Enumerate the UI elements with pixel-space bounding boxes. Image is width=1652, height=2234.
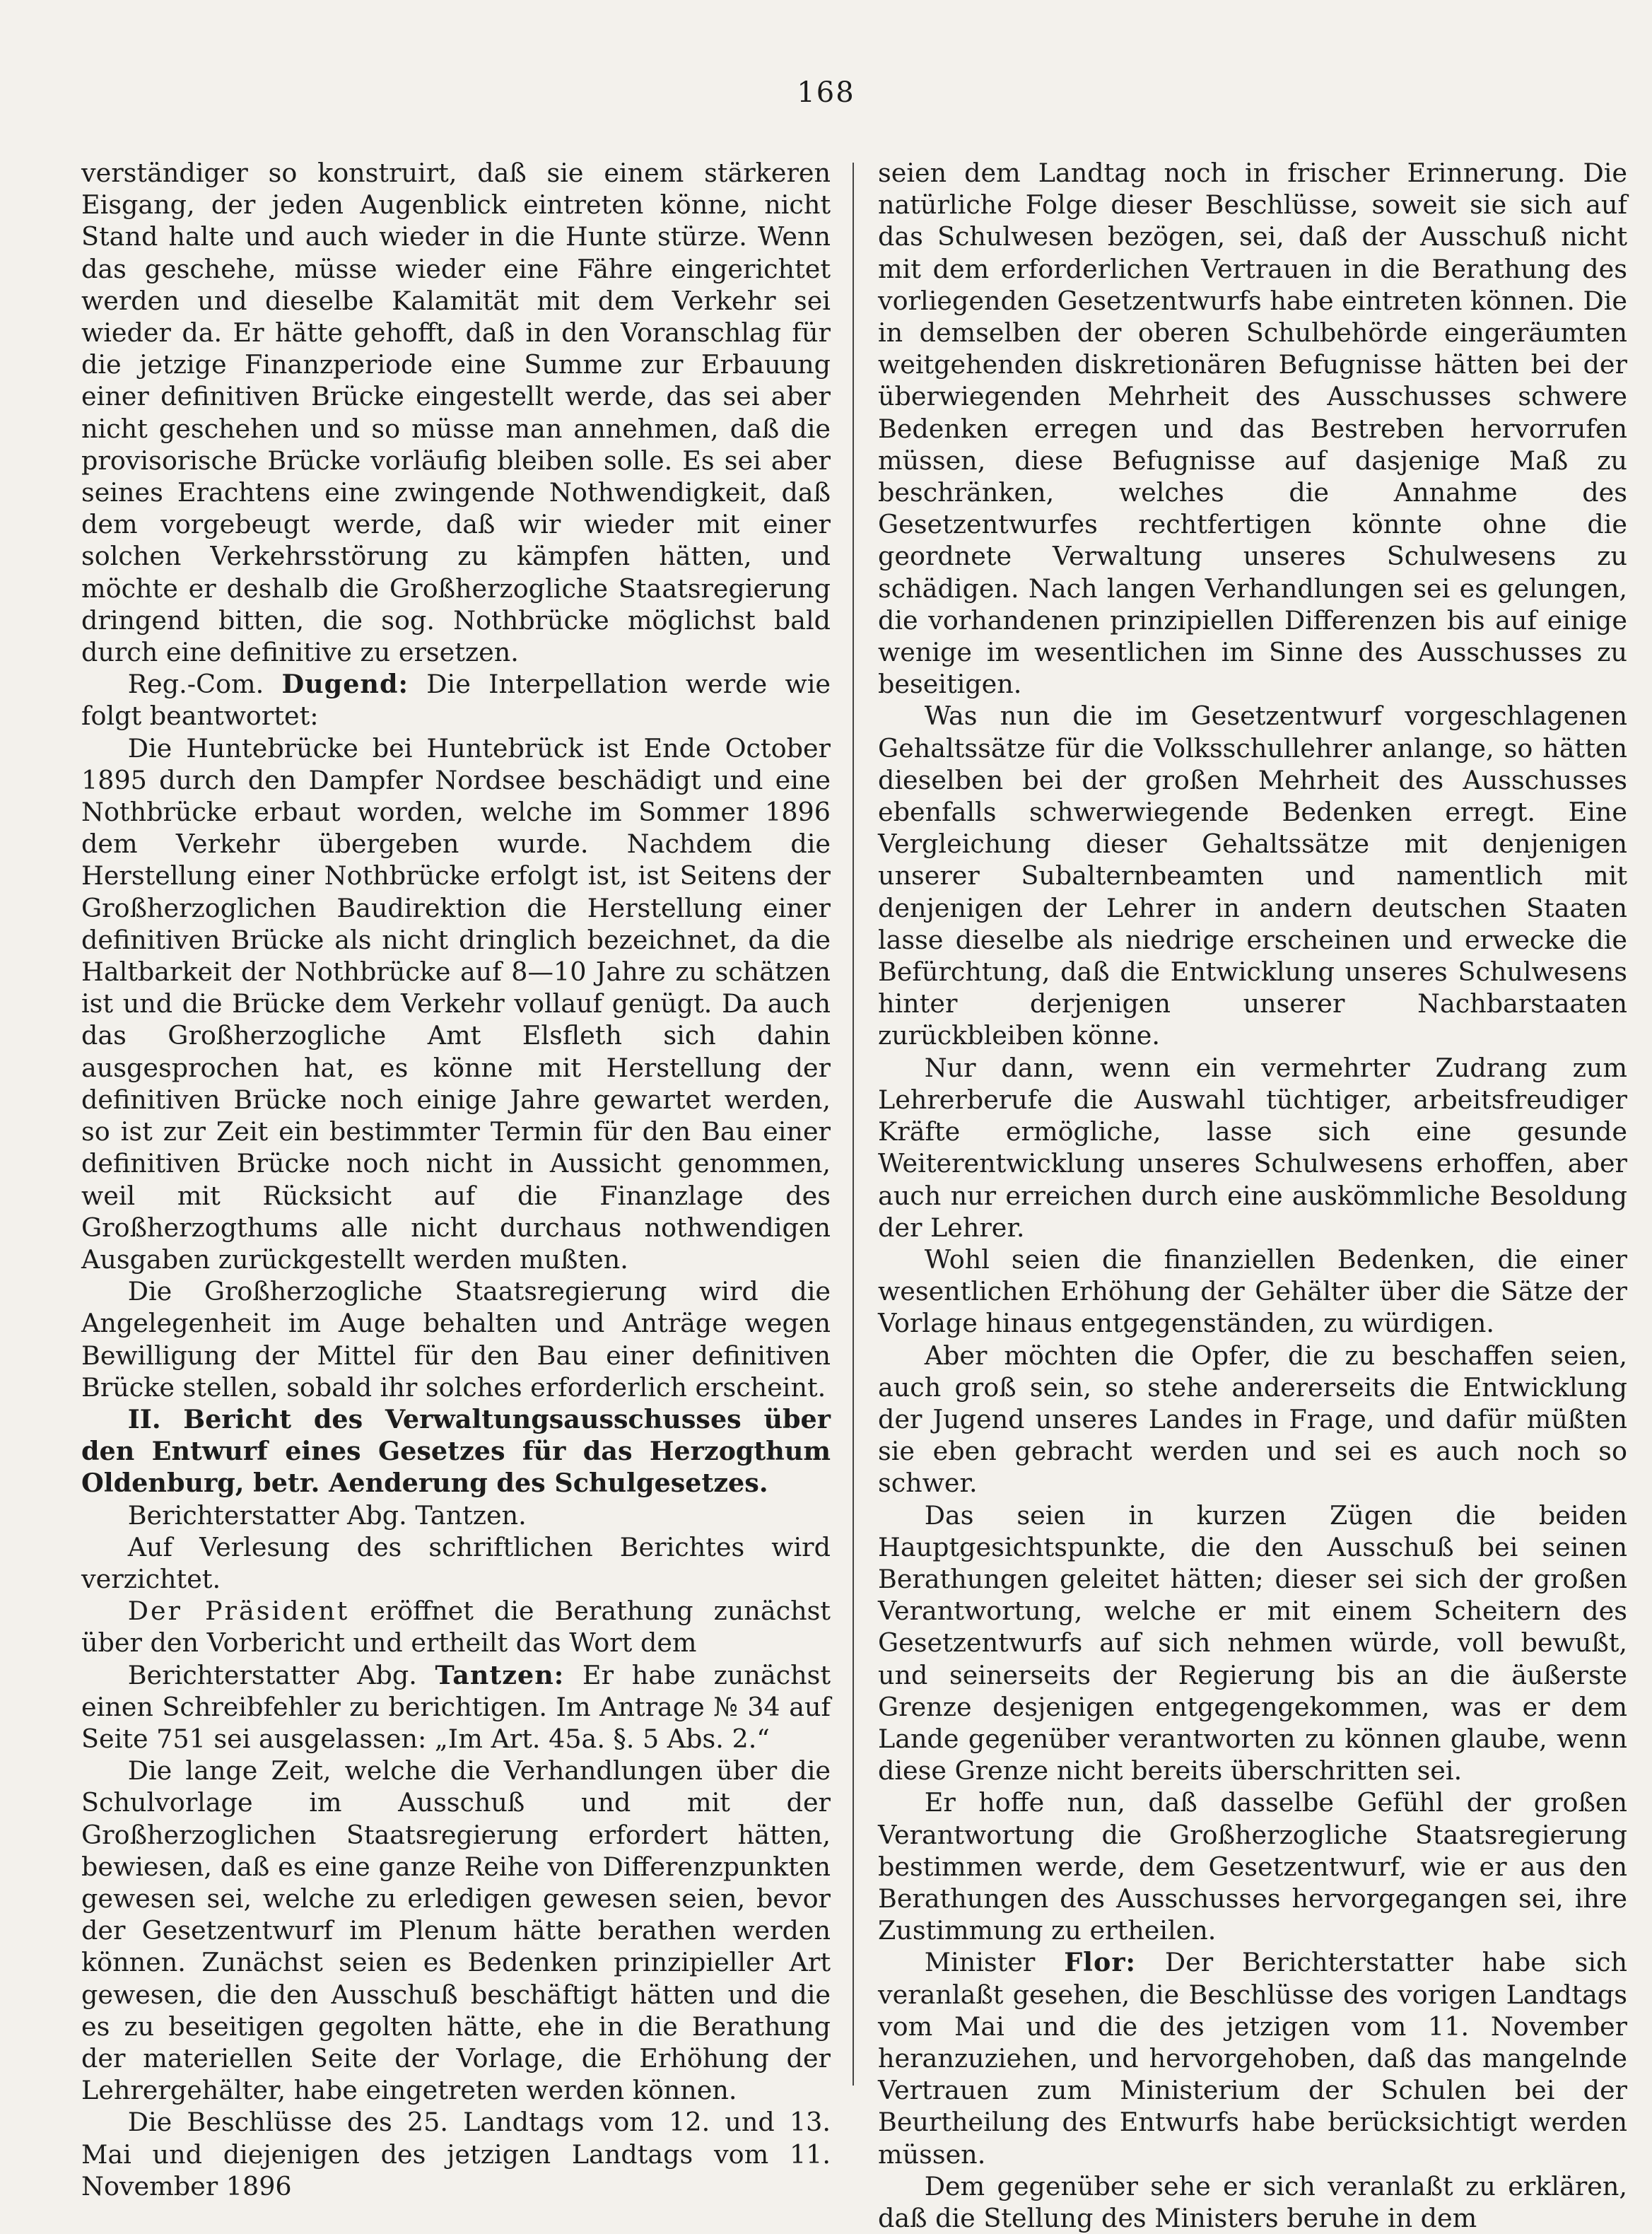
paragraph: Was nun die im Gesetzentwurf vorgeschlagenen Gehaltssätze für die Volksschullehrer anlange, so hätten dieselben bei der großen Mehrheit des Ausschusses ebenfalls schwerwiegende Bedenken erregt. Eine Vergleichung dieser Gehaltssätze mit denjenigen unserer Subalternbeamten und namentlich mit denjenigen der Lehrer in andern deutschen Staaten lasse dieselbe als niedrige erscheinen und erwecke die Befürchtung, daß die Entwicklung unseres Schulwesens hinter derjenigen unserer Nachbarstaaten zurückbleiben könne.: [878, 701, 1627, 1051]
paragraph: Die Beschlüsse des 25. Landtags vom 12. und 13. Mai und diejenigen des jetzigen Landtags vom 11. November 1896: [81, 2107, 831, 2201]
page-number: 168: [797, 76, 855, 109]
paragraph: seien dem Landtag noch in frischer Erinnerung. Die natürliche Folge dieser Beschlüsse, soweit sie sich auf das Schulwesen bezögen, sei, daß der Ausschuß nicht mit dem erforderlichen Vertrauen in die Berathung des vorliegenden Gesetzentwurfs habe eintreten können. Die in demselben der oberen Schulbehörde eingeräumten weitgehenden diskretionären Befugnisse hätten bei der überwiegenden Mehrheit des Ausschusses schwere Bedenken erregen und das Bestreben hervorrufen müssen, diese Befugnisse auf dasjenige Maß zu beschränken, welches die Annahme des Gesetzentwurfes rechtfertigen könnte ohne die geordnete Verwaltung unseres Schulwesens zu schädigen. Nach langen Verhandlungen sei es gelungen, die vorhandenen prinzipiellen Differenzen bis auf einige wenige im wesentlichen im Sinne des Ausschusses zu beseitigen.: [878, 158, 1628, 700]
paragraph: [81, 1595, 831, 1659]
paragraph: Die Großherzogliche Staatsregierung wird die Angelegenheit im Auge behalten und Anträge wegen Bewilligung der Mittel für den Bau einer definitiven Brücke stellen, sobald ihr solches erforderlich erscheint.: [81, 1276, 831, 1403]
paragraph: Wohl seien die finanziellen Bedenken, die einer wesentlichen Erhöhung der Gehälter über die Sätze der Vorlage hinaus entgegenständen, zu würdigen.: [878, 1244, 1627, 1339]
paragraph: Die lange Zeit, welche die Verhandlungen über die Schulvorlage im Ausschuß und mit der Großherzoglichen Staatsregierung erfordert hätten, bewiesen, daß es eine ganze Reihe von Differenzpunkten gewesen sei, welche zu erledigen gewesen seien, bevor der Gesetzentwurf im Plenum hätte berathen werden können. Zunächst seien es Bedenken prinzipieller Art gewesen, die den Ausschuß beschäftigt hätten und die es zu beseitigen gegolten hätte, ehe in die Berathung der materiellen Seite der Vorlage, die Erhöhung der Lehrergehälter, habe eingetreten werden können.: [81, 1755, 831, 2106]
paragraph: Nur dann, wenn ein vermehrter Zudrang zum Lehrerberufe die Auswahl tüchtiger, arbeitsfreudiger Kräfte ermögliche, lasse sich eine gesunde Weiterentwicklung unseres Schulwesens erhoffen, aber auch nur erreichen durch eine auskömmliche Besoldung der Lehrer.: [878, 1052, 1627, 1243]
paragraph: Auf Verlesung des schriftlichen Berichtes wird verzichtet.: [81, 1531, 831, 1594]
paragraph: [878, 1946, 1627, 2170]
speaker-name: Tantzen:: [435, 1659, 565, 1690]
paragraph: [81, 1659, 831, 1755]
paragraph: Das seien in kurzen Zügen die beiden Hauptgesichtspunkte, die den Ausschuß bei seinen Berathungen geleitet hätten; dieser sei sich der großen Verantwortung, welche er mit einem Scheitern des Gesetzentwurfs auf sich nehmen würde, voll bewußt, und seinerseits der Regierung bis an die äußerste Grenze desjenigen entgegengekommen, was er dem Lande gegenüber verantworten zu können glaube, wenn diese Grenze nicht bereits überschritten sei.: [878, 1499, 1627, 1786]
paragraph: Er hoffe nun, daß dasselbe Gefühl der großen Verantwortung die Großherzogliche Staatsregierung bestimmen werde, dem Gesetzentwurf, wie er aus den Berathungen des Ausschusses hervorgegangen sei, ihre Zustimmung zu ertheilen.: [878, 1787, 1627, 1946]
section-heading: II. Bericht des Verwaltungsausschusses über den Entwurf eines Gesetzes für das Herzogthum Oldenburg, betr. Aenderung des Schulgesetzes.: [81, 1403, 831, 1499]
speaker-prefix: Reg.-Com.: [127, 669, 264, 700]
speaker-name: Flor:: [1064, 1947, 1137, 1978]
speaker-text: Die Interpellation werde wie folgt beantwortet:: [81, 669, 831, 732]
right-column: [878, 157, 1627, 2234]
column-divider: [853, 163, 854, 2086]
paragraph: Die Huntebrücke bei Huntebrück ist Ende October 1895 durch den Dampfer Nordsee beschädigt und eine Nothbrücke erbaut worden, welche im Sommer 1896 dem Verkehr übergeben wurde. Nachdem die Herstellung einer Nothbrücke erfolgt ist, ist Seitens der Großherzoglichen Baudirektion die Herstellung einer definitiven Brücke als nicht dringlich bezeichnet, da die Haltbarkeit der Nothbrücke auf 8—10 Jahre zu schätzen ist und die Brücke dem Verkehr vollauf genügt. Da auch das Großherzogliche Amt Elsfleth sich dahin ausgesprochen hat, es könne mit Herstellung der definitiven Brücke noch einige Jahre gewartet werden, so ist zur Zeit ein bestimmter Termin für den Bau einer definitiven Brücke noch nicht in Aussicht genommen, weil mit Rücksicht auf die Finanzlage des Großherzogthums alle nicht durchaus nothwendigen Ausgaben zurückgestellt werden mußten.: [81, 732, 831, 1275]
paragraph: [81, 668, 831, 732]
speaker-text: Er habe zunächst einen Schreibfehler zu berichtigen. Im Antrage № 34 auf Seite 751 sei ausgelassen: „Im Art. 45a. §. 5 Abs. 2.“: [81, 1659, 831, 1754]
speaker-name: Der Präsident: [127, 1596, 350, 1627]
speaker-prefix: Berichterstatter Abg.: [127, 1659, 417, 1690]
paragraph: Dem gegenüber sehe er sich veranlaßt zu erklären, daß die Stellung des Ministers beruhe in dem: [878, 2170, 1627, 2233]
speaker-name: Dugend:: [281, 669, 409, 700]
speaker-text: Der Berichterstatter habe sich veranlaßt gesehen, die Beschlüsse des vorigen Landtags vom Mai und die des jetzigen vom 11. November heranzuziehen, und hervorgehoben, daß das mangelnde Vertrauen zum Ministerium der Schulen bei der Beurtheilung des Entwurfs habe berücksichtigt werden müssen.: [878, 1947, 1627, 2170]
paragraph: verständiger so konstruirt, daß sie einem stärkeren Eisgang, der jeden Augenblick eintreten könne, nicht Stand halte und auch wieder in die Hunte stürze. Wenn das geschehe, müsse wieder eine Fähre eingerichtet werden und dieselbe Kalamität mit dem Verkehr sei wieder da. Er hätte gehofft, daß in den Voranschlag für die jetzige Finanzperiode eine Summe zur Erbauung einer definitiven Brücke eingestellt werde, das sei aber nicht geschehen und so müsse man annehmen, daß die provisorische Brücke vorläufig bleiben solle. Es sei aber seines Erachtens eine zwingende Nothwendigkeit, daß dem vorgebeugt werde, daß wir wieder mit einer solchen Verkehrsstörung zu kämpfen hätten, und möchte er deshalb die Großherzogliche Staatsregierung dringend bitten, die sog. Nothbrücke möglichst bald durch eine definitive zu ersetzen.: [81, 158, 831, 668]
speaker-text: eröffnet die Berathung zunächst über den Vorbericht und ertheilt das Wort dem: [81, 1596, 831, 1659]
paragraph: Aber möchten die Opfer, die zu beschaffen seien, auch groß sein, so stehe andererseits die Entwicklung der Jugend unseres Landes in Frage, und dafür müßten sie eben gebracht werden und sei es auch noch so schwer.: [878, 1340, 1627, 1499]
rapporteur-line: Berichterstatter Abg. Tantzen.: [127, 1499, 527, 1531]
left-column: [81, 157, 831, 2202]
speaker-prefix: Minister: [924, 1947, 1036, 1978]
